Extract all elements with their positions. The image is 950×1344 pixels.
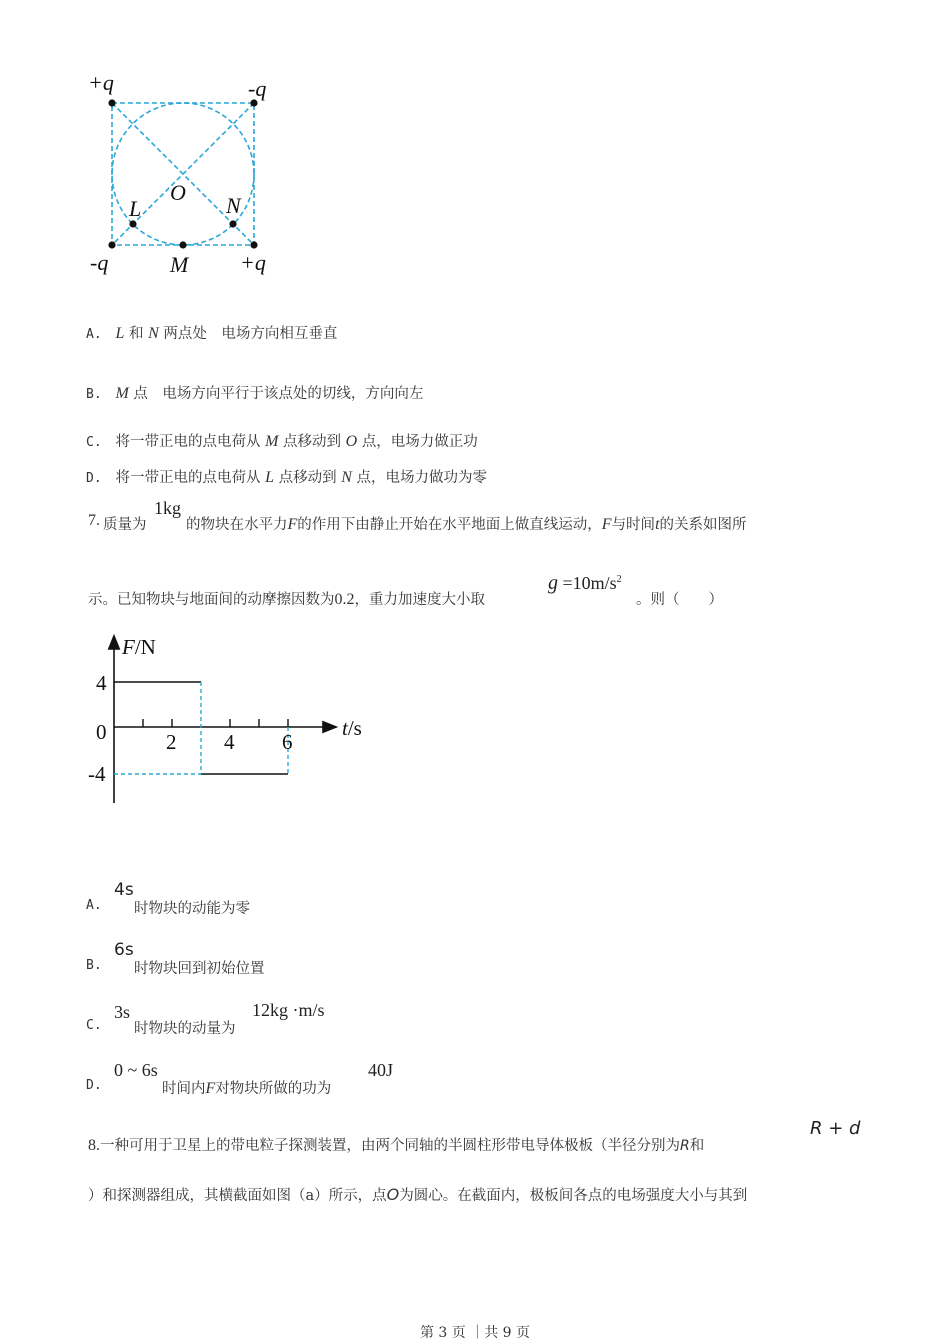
math-var: F — [601, 516, 612, 533]
option-label: D. — [86, 1078, 102, 1093]
q7-option-d[interactable] — [86, 1060, 486, 1100]
math-var: O — [345, 433, 358, 450]
y-tick-0: 0 — [96, 720, 107, 744]
question-number: 8. — [88, 1137, 100, 1154]
math-var: N — [148, 325, 159, 342]
q6-option-c[interactable] — [86, 430, 478, 451]
math-var: t — [655, 516, 660, 533]
charge-label-bottom-right: +q — [240, 250, 266, 275]
option-label: A. — [86, 327, 102, 342]
stem-text: 为圆心。在截面内，极板间各点的电场强度大小与其到 — [399, 1188, 748, 1204]
stem-text: 。则（ ） — [636, 592, 723, 608]
option-math-value: 40J — [368, 1060, 394, 1080]
option-math: 3s — [114, 1002, 131, 1022]
y-tick-4: 4 — [96, 671, 107, 695]
q6-option-d[interactable] — [86, 466, 487, 487]
q6-option-b[interactable] — [86, 382, 423, 403]
math-var: g — [548, 572, 558, 594]
option-text-group — [162, 1077, 331, 1098]
math-var: L — [265, 469, 274, 486]
math-var: F — [287, 516, 298, 533]
math-exponent: 2 — [616, 574, 622, 585]
option-label: D. — [86, 471, 102, 486]
option-label: B. — [86, 387, 102, 402]
svg-text:F/N: F/N — [122, 635, 156, 659]
stem-text-group — [88, 588, 485, 609]
math-var: L — [115, 325, 125, 342]
charge-label-top-left: +q — [88, 70, 114, 95]
q8-stem-line1 — [88, 1118, 861, 1156]
x-tick-2: 2 — [166, 730, 177, 754]
stem-text: 的作用下由静止开始在水平地面上做直线运动， — [297, 517, 602, 533]
math-var: F — [205, 1080, 216, 1097]
option-math: 0 ~ 6s — [114, 1060, 158, 1080]
option-label: C. — [86, 1018, 102, 1033]
math-radius-outer: R + d — [810, 1118, 861, 1139]
stem-text: 的关系如图所 — [659, 517, 747, 533]
q7-option-c[interactable] — [86, 1000, 486, 1040]
option-text: 两点处 电场方向相互垂直 — [163, 326, 338, 342]
option-text: 点，电场力做正功 — [361, 434, 478, 450]
stem-text-group — [186, 513, 747, 534]
question-number: 7. — [88, 512, 100, 529]
option-text: 时物块回到初始位置 — [134, 961, 265, 977]
stem-text: 与时间 — [611, 517, 656, 533]
y-axis-label: F — [122, 635, 135, 659]
q6-option-a[interactable] — [86, 322, 337, 343]
x-axis-label: t — [342, 716, 348, 740]
q8-stem-line2 — [88, 1184, 747, 1205]
option-label: C. — [86, 435, 102, 450]
option-label: B. — [86, 958, 102, 973]
q7-stem-line2 — [88, 572, 858, 608]
math-value: =10m/s — [562, 573, 617, 593]
math-var: O — [386, 1185, 400, 1204]
option-text: 点，电场力做功为零 — [356, 470, 487, 486]
charge-label-bottom-left: -q — [90, 250, 109, 275]
option-text: 点 电场方向平行于该点处的切线，方向向左 — [133, 386, 424, 402]
point-label-l: L — [129, 196, 142, 221]
math-gravity — [548, 572, 622, 595]
q7-option-a[interactable] — [86, 880, 486, 920]
option-text: 对物块所做的功为 — [215, 1081, 332, 1097]
math-mass: 1kg — [154, 498, 181, 518]
stem-text: 质量为 — [103, 517, 147, 533]
option-text: 和 — [129, 326, 144, 342]
math-var: R — [680, 1138, 690, 1154]
option-math-value: 12kg ·m/s — [252, 1000, 325, 1020]
stem-text: ）和探测器组成，其横截面如图（a）所示，点 — [88, 1188, 387, 1204]
svg-text:t/s: t/s — [342, 716, 362, 740]
stem-text: 示。已知物块与地面间的动摩擦因数为 — [88, 592, 335, 608]
x-tick-6: 6 — [282, 730, 293, 754]
option-text: 将一带正电的点电荷从 — [115, 470, 261, 486]
option-math: 4s — [114, 880, 134, 900]
point-label-n: N — [226, 193, 241, 218]
force-time-graph — [80, 625, 380, 815]
stem-text: 一种可用于卫星上的带电粒子探测装置，由两个同轴的半圆柱形带电导体极板（半径分别为 — [100, 1138, 680, 1154]
math-var: M — [265, 433, 279, 450]
stem-text-group — [88, 1134, 704, 1155]
x-tick-4: 4 — [224, 730, 235, 754]
option-text: 点移动到 — [283, 434, 342, 450]
option-text: 时间内 — [162, 1081, 206, 1097]
math-var: N — [341, 469, 352, 486]
point-label-o: O — [170, 180, 186, 205]
option-text: 点移动到 — [278, 470, 337, 486]
option-text: 时物块的动量为 — [134, 1021, 236, 1037]
y-tick-neg4: -4 — [88, 762, 106, 786]
charge-label-top-right: -q — [248, 76, 267, 101]
option-label: A. — [86, 898, 102, 913]
math-var: M — [115, 385, 129, 402]
option-text: 将一带正电的点电荷从 — [115, 434, 261, 450]
page-footer: 第 3 页 ｜共 9 页 — [419, 1325, 531, 1341]
option-math: 6s — [114, 940, 134, 960]
stem-text: ，重力加速度大小取 — [354, 592, 485, 608]
friction-coefficient: 0.2 — [334, 591, 355, 608]
stem-text: 和 — [689, 1138, 705, 1154]
q7-option-b[interactable] — [86, 940, 486, 980]
point-label-m: M — [170, 252, 189, 277]
stem-text: 的物块在水平力 — [186, 517, 288, 533]
q7-stem-line1 — [88, 498, 858, 534]
charge-square-diagram — [80, 60, 300, 280]
option-text: 时物块的动能为零 — [134, 901, 250, 917]
